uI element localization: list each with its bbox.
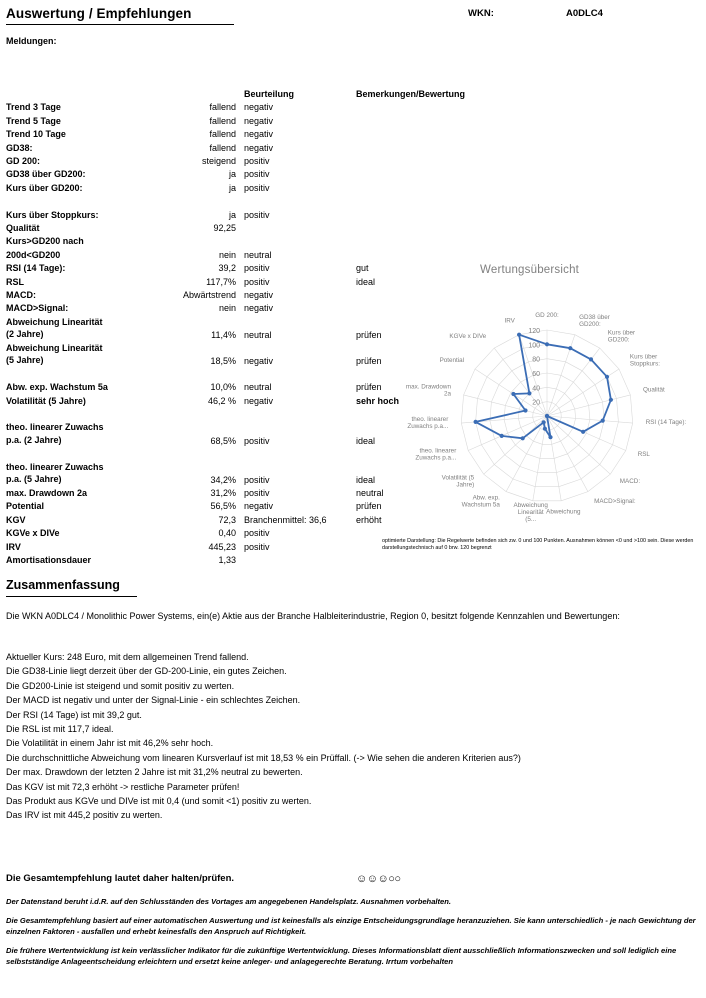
row-value: Abwärtstrend — [182, 290, 236, 301]
row-value — [166, 408, 244, 421]
row-judgement — [244, 195, 356, 208]
radar-axis-label: Volatilität (5 Jahre) — [441, 474, 475, 489]
radar-axis-label: MACD>Signal: — [594, 498, 636, 506]
table-row — [6, 182, 466, 195]
summary-line: Der max. Drawdown der letzten 2 Jahre ist mit 31,2% neutral zu bewerten. — [6, 767, 303, 778]
row-value: 39,2 — [218, 263, 236, 274]
radar-axis-label: GD 200: — [535, 312, 559, 319]
row-note: ideal — [356, 475, 376, 486]
row-label: Abweichung Linearität (2 Jahre) — [6, 316, 103, 340]
table-row — [6, 209, 466, 222]
row-value: ja — [228, 169, 236, 180]
row-value: nein — [218, 303, 236, 314]
row-label: RSL — [6, 276, 24, 287]
row-judgement: positiv — [244, 209, 270, 220]
row-note — [356, 554, 466, 567]
row-note — [356, 209, 466, 222]
disclaimer-line-2: Die Gesamtempfehlung basiert auf einer automatischen Auswertung und ist keinesfalls als einzige Entscheidungsgrundlage heranzuziehen. Sie kann unterschiedlich - je nach Gewichtung der einzelnen Faktoren - ausfallen und erhebt keinesfalls den Anspruch auf Richtigkeit. — [6, 915, 696, 936]
row-label: MACD>Signal: — [6, 303, 69, 314]
wertungsuebersicht-chart — [382, 258, 700, 550]
row-label: Kurs über GD200: — [6, 182, 83, 193]
summary-line: Die Volatilität in einem Jahr ist mit 46,2% sehr hoch. — [6, 738, 214, 749]
row-label: MACD: — [6, 290, 36, 301]
summary-line: Das KGV ist mit 72,3 erhöht -> restliche Parameter prüfen! — [6, 781, 240, 792]
wkn-value: A0DLC4 — [566, 8, 603, 19]
row-note — [356, 195, 466, 208]
summary-line: Die GD200-Linie ist steigend und somit positiv zu werten. — [6, 680, 235, 691]
row-judgement: positiv — [244, 528, 270, 539]
row-value: 0,40 — [218, 528, 236, 539]
row-value — [166, 447, 244, 460]
meldungen-label: Meldungen: — [6, 36, 57, 46]
row-label: KGV — [6, 514, 26, 525]
table-row — [6, 195, 466, 208]
summary-intro: Die WKN A0DLC4 / Monolithic Power Systems, ein(e) Aktie aus der Branche Halbleiterindustrie, Region 0, besitzt folgende Kennzahlen und Bewertungen: — [6, 611, 620, 621]
row-label: GD38 über GD200: — [6, 169, 86, 180]
row-note — [356, 182, 466, 195]
row-judgement — [244, 222, 356, 235]
row-note: erhöht — [356, 514, 382, 525]
row-label — [6, 408, 166, 421]
row-judgement: negativ — [244, 303, 274, 314]
svg-text:120: 120 — [528, 328, 540, 335]
table-row — [6, 101, 466, 114]
th-beurteilung: Beurteilung — [244, 89, 295, 99]
summary-line: Die GD38-Linie liegt derzeit über der GD-200-Linie, ein gutes Zeichen. — [6, 666, 287, 677]
rating-smileys: ☺☺☺○○ — [356, 873, 401, 885]
summary-lines — [6, 650, 696, 823]
row-judgement: positiv — [244, 475, 270, 486]
radar-axis-label: Abweichung — [546, 508, 581, 516]
row-value: 68,5% — [210, 435, 236, 446]
row-note — [356, 235, 466, 248]
row-note — [356, 128, 466, 141]
chart-footnote: optimierte Darstellung: Die Regelwerte befinden sich zw. 0 und 100 Punkten. Ausnahmen können <0 und >100 sein. Diese werden darstellungstechnisch auf 0 brw. 120 begrenzt — [382, 538, 694, 551]
table-row — [6, 554, 466, 567]
row-judgement: Branchenmittel: 36,6 — [244, 514, 327, 525]
row-note: ideal — [356, 435, 376, 446]
radar-svg — [382, 258, 700, 550]
row-judgement — [244, 408, 356, 421]
disclaimer — [6, 896, 700, 968]
row-judgement: positiv — [244, 276, 270, 287]
row-value: nein — [218, 249, 236, 260]
row-judgement — [244, 235, 356, 248]
row-note: prüfen — [356, 330, 382, 341]
row-label: Potential — [6, 501, 45, 512]
row-note: ideal — [356, 276, 376, 287]
row-label: Abw. exp. Wachstum 5a — [6, 382, 108, 393]
svg-text:80: 80 — [532, 356, 540, 364]
th-empty2 — [166, 88, 244, 101]
summary-line: Der MACD ist negativ und unter der Signal-Linie - ein schlechtes Zeichen. — [6, 695, 301, 706]
row-value: 117,7% — [206, 276, 236, 287]
row-label: Kurs>GD200 nach — [6, 236, 84, 247]
row-judgement: positiv — [244, 263, 270, 274]
row-label: Qualität — [6, 223, 40, 234]
row-judgement: negativ — [244, 102, 274, 113]
row-label: max. Drawdown 2a — [6, 487, 88, 498]
radar-axis-label: KGVe x DIVe — [449, 332, 487, 340]
row-value: fallend — [209, 142, 236, 153]
row-value: 11,4% — [211, 330, 236, 341]
row-value: 31,2% — [210, 487, 236, 498]
summary-line: Der RSI (14 Tage) ist mit 39,2 gut. — [6, 709, 142, 720]
wkn-label: WKN: — [468, 8, 494, 19]
row-note: sehr hoch — [356, 395, 400, 406]
row-value: fallend — [209, 102, 236, 113]
row-label — [6, 447, 166, 460]
row-value: fallend — [209, 129, 236, 140]
row-judgement: neutral — [244, 330, 272, 341]
radar-axis-label: Kurs über GD200: — [607, 329, 636, 344]
row-note: neutral — [356, 487, 384, 498]
summary-line: Die RSL ist mit 117,7 ideal. — [6, 724, 114, 735]
row-note — [356, 222, 466, 235]
row-judgement: negativ — [244, 501, 274, 512]
row-judgement: negativ — [244, 115, 274, 126]
row-note — [356, 142, 466, 155]
radar-axis-label: GD38 über GD200: — [579, 314, 610, 328]
summary-line: Aktueller Kurs: 248 Euro, mit dem allgemeinen Trend fallend. — [6, 652, 249, 662]
svg-text:40: 40 — [532, 385, 540, 393]
row-value: 34,2% — [210, 475, 236, 486]
table-row — [6, 235, 466, 248]
row-note: prüfen — [356, 356, 382, 367]
chart-title: Wertungsübersicht — [480, 264, 580, 276]
row-label: RSI (14 Tage): — [6, 263, 66, 274]
row-label: Amortisationsdauer — [6, 554, 92, 565]
table-row — [6, 142, 466, 155]
svg-text:60: 60 — [532, 371, 540, 378]
radar-axis-label: IRV — [504, 317, 515, 325]
radar-axis-label: MACD: — [619, 478, 641, 486]
radar-axis-label: Kurs über Stoppkurs: — [629, 353, 661, 368]
svg-text:100: 100 — [528, 342, 540, 350]
table-header-row — [6, 88, 466, 101]
row-judgement: positiv — [244, 435, 270, 446]
row-label: Kurs über Stoppkurs: — [6, 209, 99, 220]
row-label: IRV — [6, 541, 21, 552]
row-label: KGVe x DIVe — [6, 528, 60, 539]
disclaimer-line-3: Die frühere Wertentwicklung ist kein verlässlicher Indikator für die zukünftige Wertentwicklung. Dieses Informationsblatt dient ausschließlich Informationszwecken und soll lediglich eine selbstständige Anlageentscheidung erleichtern und ersetzt keine anleger- und anlagegerechte Beratung. Irrtum vorbehalten — [6, 945, 677, 966]
row-label: Abweichung Linearität (5 Jahre) — [6, 342, 103, 366]
row-label: GD38: — [6, 142, 33, 153]
row-label: theo. linearer Zuwachs p.a. (2 Jahre) — [6, 422, 104, 445]
row-value: ja — [228, 182, 236, 193]
radar-axis-label: RSL — [637, 450, 650, 458]
row-label: Trend 3 Tage — [6, 102, 61, 113]
radar-axis-label: Abweichung Linearität (5... — [513, 501, 548, 523]
row-note — [356, 168, 466, 181]
row-label: Trend 10 Tage — [6, 129, 66, 140]
row-value — [166, 368, 244, 381]
summary-title: Zusammenfassung — [6, 578, 120, 592]
row-label — [6, 368, 166, 381]
radar-axis-label: RSI (14 Tage): — [645, 419, 687, 427]
title-underline — [6, 24, 234, 25]
summary-line: Das Produkt aus KGVe und DIVe ist mit 0,4 (und somit <1) positiv zu werten. — [6, 796, 312, 807]
th-empty — [6, 88, 166, 101]
row-judgement: negativ — [244, 142, 274, 153]
radar-axis-label: Potential — [439, 356, 465, 364]
row-note — [356, 101, 466, 114]
row-note — [356, 115, 466, 128]
summary-line: Das IRV ist mit 445,2 positiv zu werten. — [6, 810, 163, 821]
row-judgement — [244, 554, 356, 567]
row-note: gut — [356, 263, 369, 274]
page-title: Auswertung / Empfehlungen — [6, 6, 192, 21]
row-label: GD 200: — [6, 156, 41, 167]
summary-underline — [6, 596, 137, 597]
table-row — [6, 222, 466, 235]
row-judgement: negativ — [244, 395, 274, 406]
row-value: 10,0% — [210, 382, 236, 393]
row-value: 56,5% — [210, 501, 236, 512]
radar-axis-label: Qualität — [643, 386, 665, 394]
row-judgement: negativ — [244, 290, 274, 301]
row-judgement — [244, 368, 356, 381]
row-value: fallend — [209, 115, 236, 126]
row-value: 1,33 — [218, 554, 236, 565]
row-judgement: negativ — [244, 129, 274, 140]
row-judgement: positiv — [244, 169, 270, 180]
table-row — [6, 128, 466, 141]
row-judgement: negativ — [244, 356, 274, 367]
row-judgement: positiv — [244, 182, 270, 193]
row-judgement: positiv — [244, 541, 270, 552]
row-value: 18,5% — [210, 356, 236, 367]
row-judgement: neutral — [244, 382, 272, 393]
table-row — [6, 155, 466, 168]
row-value: 72,3 — [218, 514, 236, 525]
radar-axis-label: theo. linearer Zuwachs p.a... — [415, 447, 457, 462]
table-row — [6, 168, 466, 181]
svg-text:20: 20 — [532, 399, 540, 407]
row-note: prüfen — [356, 501, 382, 512]
row-value: ja — [228, 209, 236, 220]
row-note — [356, 155, 466, 168]
row-label — [6, 195, 166, 208]
summary-line: Die durchschnittliche Abweichung vom linearen Kursverlauf ist mit 18,53 % ein Prüffall. (-> Wie sehen die anderen Kriterien aus?) — [6, 752, 521, 763]
row-value: 445,23 — [208, 541, 236, 552]
table-row — [6, 115, 466, 128]
row-note: prüfen — [356, 382, 382, 393]
row-value: 92,25 — [213, 223, 236, 234]
row-value — [166, 195, 244, 208]
row-value: 46,2 % — [207, 395, 236, 406]
row-label: Volatilität (5 Jahre) — [6, 395, 86, 406]
row-judgement: positiv — [244, 156, 270, 167]
row-label: Trend 5 Tage — [6, 115, 61, 126]
radar-axis-label: theo. linearer Zuwachs p.a... — [407, 415, 449, 430]
row-value: steigend — [201, 156, 236, 167]
th-bemerkungen: Bemerkungen/Bewertung — [356, 89, 466, 99]
radar-axis-label: max. Drawdown 2a — [405, 383, 451, 398]
row-value — [166, 235, 244, 248]
row-label: theo. linearer Zuwachs p.a. (5 Jahre) — [6, 461, 104, 485]
row-judgement: neutral — [244, 249, 272, 260]
row-judgement — [244, 447, 356, 460]
disclaimer-line-1: Der Datenstand beruht i.d.R. auf den Schlusständen des Vortages am angegebenen Handelsplatz. Ausnahmen vorbehalten. — [6, 897, 452, 906]
radar-axis-label: Abw. exp. Wachstum 5a — [461, 494, 500, 509]
row-judgement: positiv — [244, 487, 270, 498]
recommendation-text: Die Gesamtempfehlung lautet daher halten/prüfen. — [6, 873, 235, 884]
row-label: 200d<GD200 — [6, 249, 61, 260]
